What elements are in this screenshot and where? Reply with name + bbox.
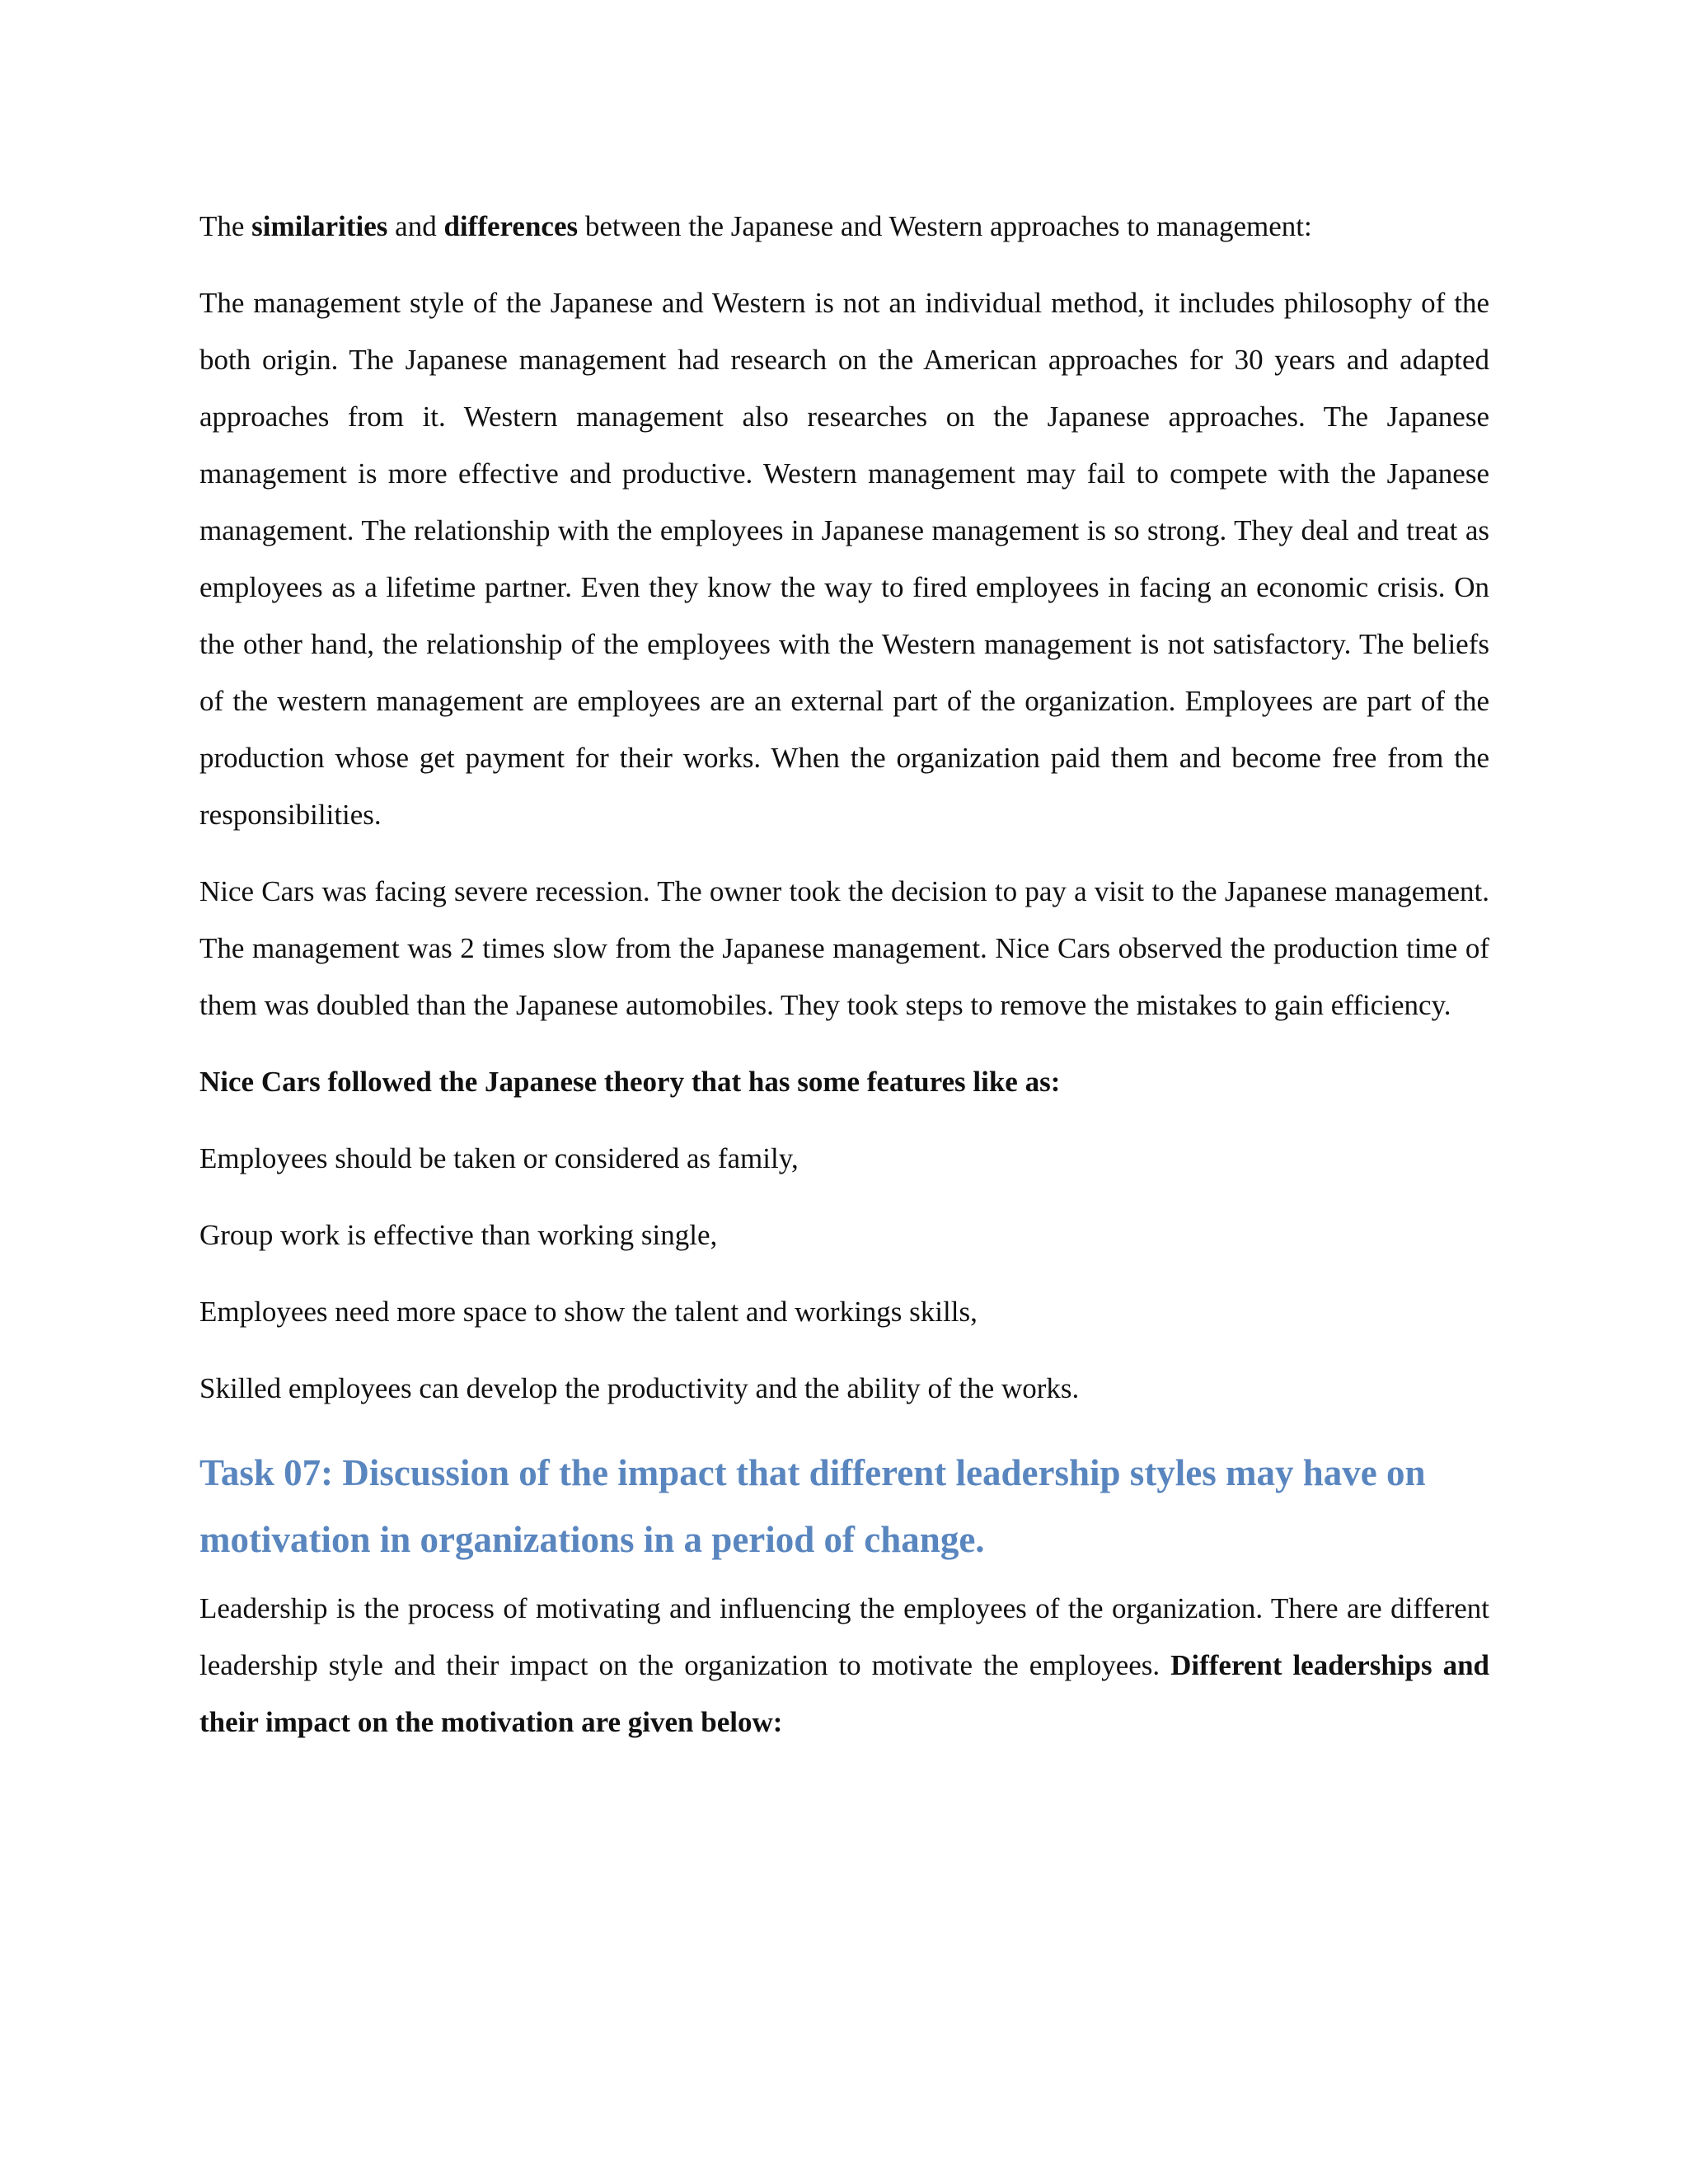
intro-mid: and xyxy=(387,210,444,242)
intro-paragraph xyxy=(199,198,1489,255)
feature-item-4: Skilled employees can develop the productivity and the ability of the works. xyxy=(199,1372,1080,1404)
intro-bold-differences: differences xyxy=(443,210,579,242)
paragraph-leadership xyxy=(199,1580,1489,1750)
feature-item-2: Group work is effective than working single, xyxy=(199,1219,718,1251)
paragraph-nice-cars: Nice Cars was facing severe recession. The owner took the decision to pay a visit to the Japanese management. The management was 2 times slow from the Japanese management. Nice Cars observed the production time of them was doubled than the Japanese automobiles. They took steps to remove the mistakes to gain efficiency. xyxy=(199,875,1489,1021)
paragraph-management-comparison: The management style of the Japanese and Western is not an individual method, it includes philosophy of the both origin. The Japanese management had research on the American approaches for 30 years and adapted approaches from it. Western management also researches on the Japanese approaches. The Japanese management is more effective and productive. Western management may fail to compete with the Japanese management. The relationship with the employees in Japanese management is so strong. They deal and treat as employees as a lifetime partner. Even they know the way to fired employees in facing an economic crisis. On the other hand, the relationship of the employees with the Western management is not satisfactory. The beliefs of the western management are employees are an external part of the organization. Employees are part of the production whose get payment for their works. When the organization paid them and become free from the responsibilities. xyxy=(199,287,1489,831)
leadership-bold-line: Different leaderships and their impact on the motivation are given below: xyxy=(199,1649,1490,1738)
feature-item-1: Employees should be taken or considered as family, xyxy=(199,1142,799,1174)
intro-pre: The xyxy=(199,210,252,242)
intro-post: between the Japanese and Western approaches to management: xyxy=(578,210,1312,242)
document-page xyxy=(199,198,1489,1750)
task-07-heading: Task 07: Discussion of the impact that different leadership styles may have on motivation in organizations in a period of change. xyxy=(199,1452,1426,1560)
features-heading: Nice Cars followed the Japanese theory that has some features like as: xyxy=(199,1066,1061,1098)
intro-bold-similarities: similarities xyxy=(251,210,388,242)
leadership-text: Leadership is the process of motivating and influencing the employees of the organization. There are different leadership style and their impact on the organization to motivate the employees. xyxy=(199,1592,1489,1681)
feature-item-3: Employees need more space to show the talent and workings skills, xyxy=(199,1296,978,1328)
